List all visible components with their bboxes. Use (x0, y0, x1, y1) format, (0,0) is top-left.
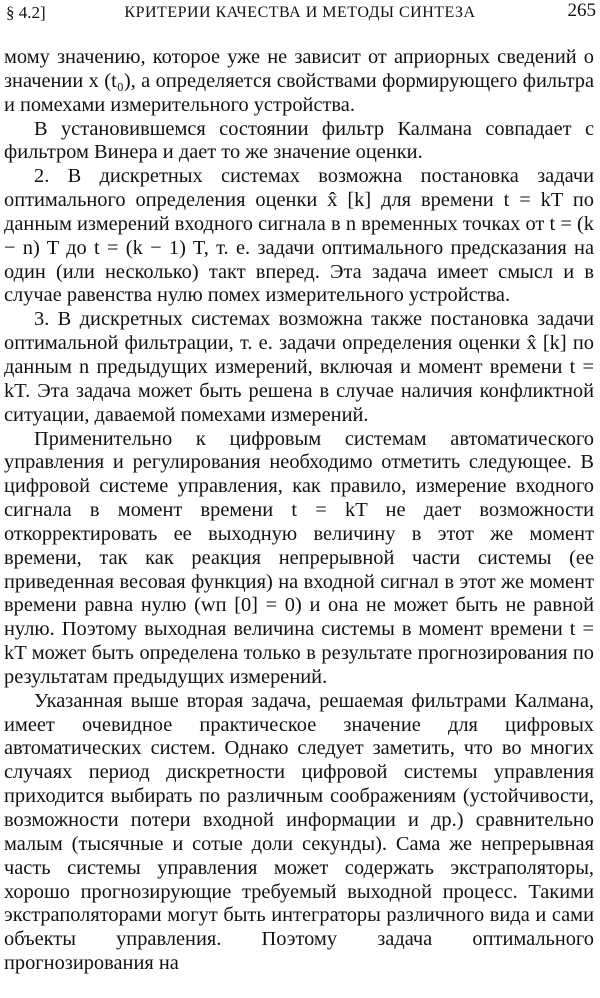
paragraph-item-3-filtering: 3. В дискретных системах возможна также постановка задачи оптимальной фильтрации, т. е. задачи определения оценки x̂ [k] по данным n предыдущих измерений, включая и момент времени t = kT. Эта задача может быть решена в случае наличия конфликтной ситуации, даваемой помехами измерений. (4, 308, 594, 426)
running-head (0, 0, 600, 26)
paragraph-kalman-wiener: В установившемся состоянии фильтр Калмана совпадает с фильтром Винера и дает то же значение оценки. (4, 117, 594, 164)
paragraph-continuation: мому значению, которое уже не зависит от априорных сведений о значении x (t₀), а определяется свойствами формирующего фильтра и помехами измерительного устройства. (4, 46, 594, 116)
running-title: КРИТЕРИИ КАЧЕСТВА И МЕТОДЫ СИНТЕЗА (124, 4, 476, 21)
paragraph-second-task: Указанная выше вторая задача, решаемая фильтрами Калмана, имеет очевидное практическое значение для цифровых автоматических систем. Однако следует заметить, что во многих случаях период дискретности цифровой системы управления приходится выбирать по различным соображениям (устойчивости, возможности потери входной информации и др.) сравнительно малым (тысячные и сотые доли секунды). Сама же непрерывная часть системы управления может содержать экстраполяторы, хорошо прогнозирующие требуемый выходной процесс. Такими экстраполяторами могут быть интеграторы различного вида и сами объекты управления. Поэтому задача оптимального прогнозирования на (4, 689, 594, 975)
body-text (4, 46, 594, 976)
paragraph-item-2-prediction: 2. В дискретных системах возможна постановка задачи оптимального определения оценки x̂ [k] для времени t = kT по данным измерений входного сигнала в n временных точках от t = (k − n) T до t = (k − 1) T, т. е. задачи оптимального предсказания на один (или несколько) такт вперед. Эта задача имеет смысл и в случае равенства нулю помех измерительного устройства. (4, 165, 594, 307)
section-reference: § 4.2] (6, 3, 46, 22)
paragraph-digital-systems: Применительно к цифровым системам автоматического управления и регулирования необходимо отметить следующее. В цифровой системе управления, как правило, измерение входного сигнала в момент времени t = kT не дает возможности откорректировать ее выходную величину в этот же момент времени, так как реакция непрерывной части системы (ее приведенная весовая функция) на входной сигнал в этот же момент времени равна нулю (wп [0] = 0) и она не может быть не равной нулю. Поэтому выходная величина системы в момент времени t = kT может быть определена только в результате прогнозирования по результатам предыдущих измерений. (4, 427, 594, 688)
page-number: 265 (567, 0, 596, 21)
